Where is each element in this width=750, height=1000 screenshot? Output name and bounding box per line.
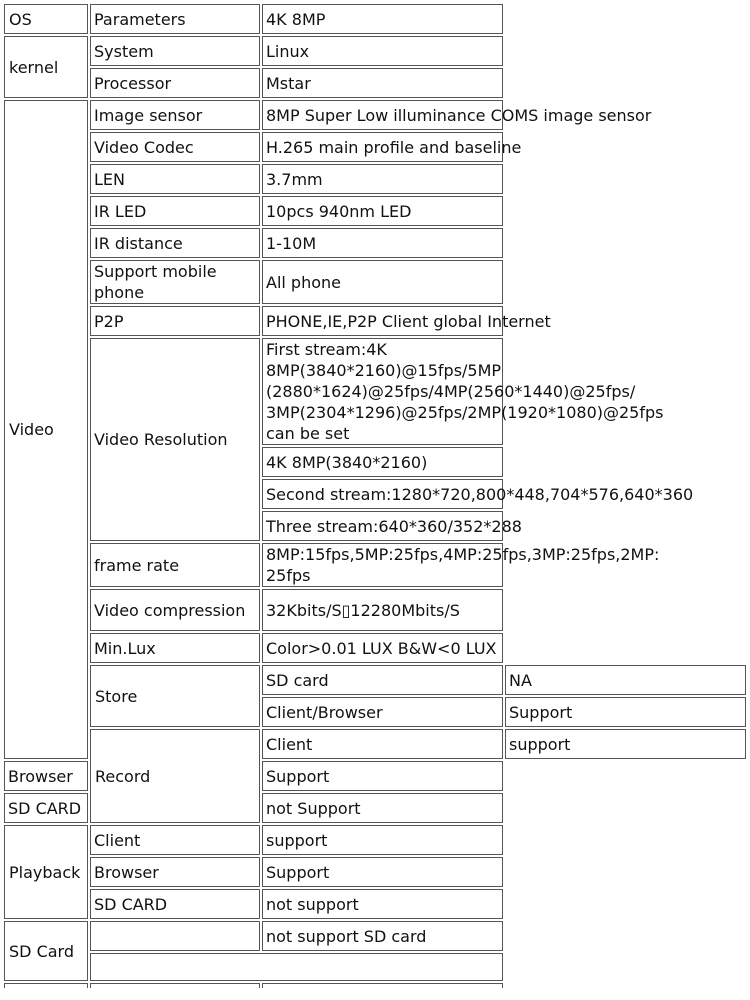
table-row — [4, 164, 746, 194]
value-cell: 8MP:15fps,5MP:25fps,4MP:25fps,3MP:25fps,2MP: 25fps — [262, 543, 503, 587]
category-cell: SD Card — [4, 921, 88, 981]
value-cell: Support — [262, 761, 503, 791]
param-cell: P2P — [90, 306, 260, 336]
param-cell: SD card — [262, 665, 503, 695]
value-cell: Mstar — [262, 68, 503, 98]
param-cell — [90, 921, 260, 951]
param-cell: Browser — [4, 761, 88, 791]
value-cell: 1-10M — [262, 228, 503, 258]
spec-table — [2, 2, 748, 990]
value-cell: Support — [262, 857, 503, 887]
table-row — [4, 36, 746, 66]
category-cell: Playback — [4, 825, 88, 919]
value-cell: 32Kbits/S▯12280Mbits/S — [262, 589, 503, 631]
value-cell: 3.7mm — [262, 164, 503, 194]
param-cell: Support mobile phone — [90, 260, 260, 304]
param-cell: Video compression — [90, 589, 260, 631]
value-cell: PHONE,IE,P2P Client global Internet — [262, 306, 503, 336]
table-row — [4, 306, 746, 336]
value-cell: 4K 8MP(3840*2160) — [262, 447, 503, 477]
value-cell: 10pcs 940nm LED — [262, 196, 503, 226]
value-cell: Support — [505, 697, 746, 727]
param-cell: Video Resolution — [90, 338, 260, 541]
category-cell: kernel — [4, 36, 88, 98]
value-cell: H.265 main profile and baseline — [262, 132, 503, 162]
value-cell: NA — [505, 665, 746, 695]
table-row — [4, 543, 746, 587]
table-row — [4, 665, 746, 695]
value-cell: not Support — [262, 793, 503, 823]
category-cell: Record — [90, 729, 260, 823]
param-cell: Processor — [90, 68, 260, 98]
table-row — [4, 132, 746, 162]
table-row — [4, 889, 746, 919]
value-cell: Second stream:1280*720,800*448,704*576,640*360 — [262, 479, 503, 509]
param-cell: IR distance — [90, 228, 260, 258]
value-cell: 4K 8MP — [262, 4, 503, 34]
param-cell: Client — [262, 729, 503, 759]
empty-cell — [262, 983, 503, 988]
value-cell: Three stream:640*360/352*288 — [262, 511, 503, 541]
param-cell: Image sensor — [90, 100, 260, 130]
category-cell: OS — [4, 4, 88, 34]
param-cell: frame rate — [90, 543, 260, 587]
table-row — [4, 228, 746, 258]
value-cell: not support SD card — [262, 921, 503, 951]
value-cell: 8MP Super Low illuminance COMS image sensor — [262, 100, 503, 130]
param-cell: SD CARD — [4, 793, 88, 823]
param-cell: Client/Browser — [262, 697, 503, 727]
table-row — [4, 857, 746, 887]
table-row — [4, 983, 746, 988]
empty-cell — [4, 983, 88, 988]
table-row — [4, 260, 746, 304]
table-row — [4, 825, 746, 855]
table-row — [4, 921, 746, 951]
table-row — [4, 589, 746, 631]
table-row — [4, 953, 746, 981]
value-cell: support — [505, 729, 746, 759]
param-cell: Client — [90, 825, 260, 855]
param-cell: Video Codec — [90, 132, 260, 162]
empty-cell — [90, 953, 503, 981]
value-cell: Linux — [262, 36, 503, 66]
empty-cell — [90, 983, 260, 988]
value-cell: Color>0.01 LUX B&W<0 LUX — [262, 633, 503, 663]
param-cell: IR LED — [90, 196, 260, 226]
table-row — [4, 4, 746, 34]
table-row — [4, 633, 746, 663]
value-cell: First stream:4K 8MP(3840*2160)@15fps/5MP (2880*1624)@25fps/4MP(2560*1440)@25fps/ 3MP(2304*1296)@25fps/2MP(1920*1080)@25fps can be set — [262, 338, 503, 445]
category-cell: Video — [4, 100, 88, 759]
table-row — [4, 196, 746, 226]
table-row — [4, 68, 746, 98]
table-row — [4, 338, 746, 445]
param-cell: SD CARD — [90, 889, 260, 919]
table-row — [4, 100, 746, 130]
param-cell: Parameters — [90, 4, 260, 34]
param-cell: LEN — [90, 164, 260, 194]
param-cell: Browser — [90, 857, 260, 887]
value-cell: All phone — [262, 260, 503, 304]
param-cell: Min.Lux — [90, 633, 260, 663]
param-cell: System — [90, 36, 260, 66]
value-cell: support — [262, 825, 503, 855]
category-cell: Store — [90, 665, 260, 727]
value-cell: not support — [262, 889, 503, 919]
table-row — [4, 729, 746, 759]
